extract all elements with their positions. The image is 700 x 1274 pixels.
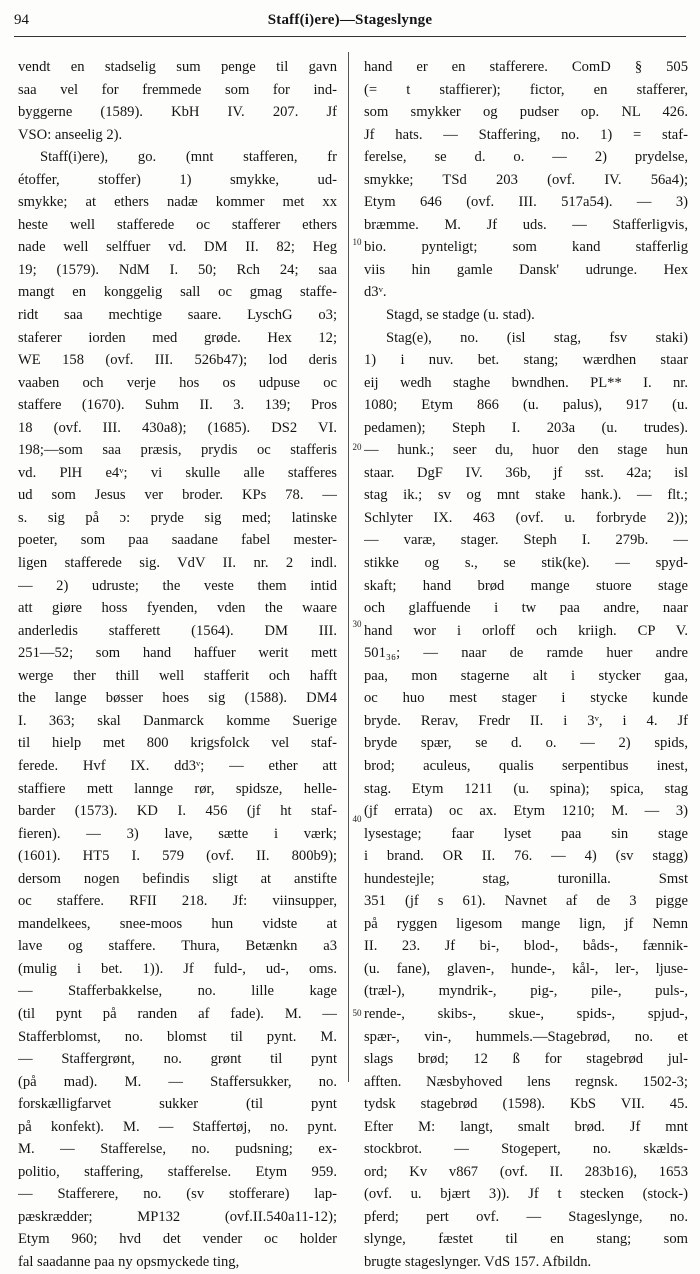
page-header xyxy=(14,6,686,34)
text-line: forskælligfarvet sukker (til pynt xyxy=(18,1096,337,1113)
text-line: til hielp met 800 krigsfolck vel staf- xyxy=(18,735,337,752)
text-line: (mulig i bet. 1)). Jf fuld-, ud-, oms. xyxy=(18,960,337,977)
text-line: (træl-), myndrik-, pig-, pile-, puls-, xyxy=(364,983,688,1000)
text-line: pedamen); Steph I. 203a (u. trudes). xyxy=(364,419,688,436)
text-line: M. — Stafferelse, no. pudsning; ex- xyxy=(18,1141,337,1158)
text-line: nade well selffuer vd. DM II. 82; Heg xyxy=(18,239,337,256)
text-line: — hunk.; seer du, huor den stage hun xyxy=(364,442,688,459)
text-line: vd. PlH e4ᵛ; vi skulle alle stafferes xyxy=(18,464,337,481)
text-line: saa vel for fremmede som for ind- xyxy=(18,81,337,98)
text-line: fal saadanne paa ny opsmyckede ting, xyxy=(18,1253,240,1270)
text-line: hand wor i orloff och kriigh. CP V. xyxy=(364,622,688,639)
text-line: spær-, vin-, hummels.—Stagebrød, no. et xyxy=(364,1028,688,1045)
text-line: vendt en stadselig sum penge til gavn xyxy=(18,59,337,75)
text-line: werge ther thill well stafferit och hafft xyxy=(18,667,337,684)
text-line: brugte stageslynger. VdS 157. Afbildn. xyxy=(364,1253,592,1270)
text-line: stag. Etym 1211 (u. spina); spica, stag xyxy=(364,780,688,797)
text-line: politio, staffering, stafferelse. Etym 959. xyxy=(18,1163,337,1180)
text-line: the lange bøsser hoes sig (1588). DM4 xyxy=(18,690,337,707)
text-line: stikke og s., se stik(ke). — spyd- xyxy=(364,555,688,572)
text-line: hand er en stafferere. ComD § 505 xyxy=(364,59,688,75)
text-line: — Stafferere, no. (sv stofferare) lap- xyxy=(18,1186,337,1203)
text-line: 18 (ovf. III. 430a8); (1685). DS2 VI. xyxy=(18,419,337,436)
text-line: som smykker og pudser op. NL 426. xyxy=(364,104,688,121)
column-divider xyxy=(348,52,349,1082)
text-line: s. sig på ɔ: pryde sig med; latinske xyxy=(18,509,337,526)
text-line: bræmme. M. Jf uds. — Stafferligvis, xyxy=(364,216,688,233)
text-line: — 2) udruste; the veste them intid xyxy=(18,577,337,594)
text-line: d3ᵛ. xyxy=(364,284,387,301)
text-line: 251—52; som hand haffuer werit mett xyxy=(18,645,337,662)
text-line: viis hin gamle Dansk' udrunge. Hex xyxy=(364,261,688,278)
text-line: smykke; at ethers nadæ kommer met xx xyxy=(18,194,337,211)
text-line: skaft; hand brød mange stuore stage xyxy=(364,577,688,594)
line-number: 50 xyxy=(352,1008,362,1018)
text-line: Efter M: langt, smalt brød. Jf mnt xyxy=(364,1118,688,1135)
text-line: pæskrædder; MP132 (ovf.II.540a11-12); xyxy=(18,1208,337,1225)
text-line: Stafferblomst, no. blomst til pynt. M. xyxy=(18,1028,337,1045)
text-line: II. 23. Jf bi-, blod-, båds-, fænnik- xyxy=(364,938,688,955)
text-line: i brand. OR II. 76. — 4) (sv stagg) xyxy=(364,848,688,865)
text-line: bryde. Rerav, Fredr II. i 3ᵛ, i 4. Jf xyxy=(364,712,688,729)
text-line: mangt en konggelig sall oc gmag staffe- xyxy=(18,284,337,301)
page-number: 94 xyxy=(14,12,29,28)
text-line: (= t staffierer); fictor, en stafferer, xyxy=(364,81,688,98)
text-line: på ryggen ligesom mange lign, jf Nemn xyxy=(364,915,688,932)
text-line: staferer iorden med grøde. Hex 12; xyxy=(18,329,337,346)
text-line: — Stafferbakkelse, no. lille kage xyxy=(18,983,337,1000)
text-line: pferd; pert ovf. — Stageslynge, no. xyxy=(364,1208,688,1225)
text-line: slynge, fæstet til en stang; som xyxy=(364,1231,688,1248)
text-line: 198;—som saa præsis, prydis oc stafferis xyxy=(18,442,337,459)
text-line: ferede. Hvf IX. dd3ᵛ; — ether att xyxy=(18,757,337,774)
text-line: staffere (1670). Suhm II. 3. 139; Pros xyxy=(18,397,337,414)
text-line: (på mad). M. — Staffersukker, no. xyxy=(18,1073,337,1090)
line-number: 20 xyxy=(352,442,362,452)
text-line: (ovf. u. bjært 3)). Jf t stecken (stock-) xyxy=(364,1186,688,1203)
text-line: dersom nogen befindis sligt at anstifte xyxy=(18,870,337,887)
left-column xyxy=(18,56,337,1274)
text-line: 1) i nuv. bet. stang; wærdhen staar xyxy=(364,352,688,369)
text-line: bio. pynteligt; som kand stafferlig xyxy=(364,239,688,256)
text-line: hundestejle; stag, turonilla. Smst xyxy=(364,870,688,887)
text-line: ridt saa mechtige saare. LyschG o3; xyxy=(18,307,337,324)
text-line: (u. fane), glaven-, hunde-, kål-, ler-, ljuse- xyxy=(364,960,688,977)
text-line: tydsk stagebrød (1598). KbS VII. 45. xyxy=(364,1096,688,1113)
text-line: stockbrot. — Stogepert, no. skælds- xyxy=(364,1141,688,1158)
text-line: ligen stafferede sig. VdV II. nr. 2 indl. xyxy=(18,555,337,572)
text-line: — varæ, stager. Steph I. 279b. — xyxy=(364,532,688,549)
text-line: lave og staffere. Thura, Betænkn a3 xyxy=(18,938,337,955)
text-line: 19; (1579). NdM I. 50; Rch 24; saa xyxy=(18,261,337,278)
text-line: oc staffere. RFII 218. Jf: viinsupper, xyxy=(18,893,337,910)
text-line: heste well stafferede oc stafferer ethers xyxy=(18,216,337,233)
text-line: på konfekt). M. — Staffertøj, no. pynt. xyxy=(18,1118,337,1135)
text-line: rende-, skibs-, skue-, spids-, spjud-, xyxy=(364,1005,688,1022)
text-line: lysestage; faar lyset paa sin stage xyxy=(364,825,688,842)
text-line: Schlyter IX. 463 (ovf. u. forbryde 2)); xyxy=(364,509,688,526)
header-rule xyxy=(14,36,686,37)
text-line: poeter, som paa saadane fabel mester- xyxy=(18,532,337,549)
text-line: étoffer, stoffer) 1) smykke, ud- xyxy=(18,171,337,188)
text-line: I. 363; skal Danmarck komme Suerige xyxy=(18,712,337,729)
text-line: 1080; Etym 866 (u. palus), 917 (u. xyxy=(364,397,688,414)
text-line: Etym 646 (ovf. III. 517a54). — 3) xyxy=(364,194,688,211)
text-line: staar. DgF IV. 36b, jf sst. 42a; isl xyxy=(364,464,688,481)
text-line: Etym 960; hvd det vender oc holder xyxy=(18,1231,337,1248)
text-line: (1601). HT5 I. 579 (ovf. II. 800b9); xyxy=(18,848,337,865)
text-line: Stagd, se stadge (u. stad). xyxy=(386,307,535,324)
line-number: 30 xyxy=(352,619,362,629)
text-line: att giøre hoss fyenden, vden the waare xyxy=(18,600,337,617)
text-line: (til pynt på randen af fade). M. — xyxy=(18,1005,337,1022)
text-line: slags brød; 12 ß for stagebrød jul- xyxy=(364,1051,688,1068)
text-line: paa, mon stagerne alt i stycker gaa, xyxy=(364,667,688,684)
text-line: oc huo mest stager i stycke kunde xyxy=(364,690,688,707)
text-line: (jf errata) oc ax. Etym 1210; M. — 3) xyxy=(364,803,688,820)
text-line: vaaben och verje hos os udpuse oc xyxy=(18,374,337,391)
text-line: ud som Jesus ver broder. KPs 78. — xyxy=(18,487,337,504)
text-line: staffiere mett lannge rør, spidsze, helle- xyxy=(18,780,337,797)
text-line: och glaffuende i tw paa andre, naar xyxy=(364,600,688,617)
text-line: bryde spær, se d. o. — 2) spids, xyxy=(364,735,688,752)
line-number: 10 xyxy=(352,237,362,247)
text-line: byggerne (1589). KbH IV. 207. Jf xyxy=(18,104,337,121)
text-line: Stag(e), no. (isl stag, fsv staki) xyxy=(386,329,688,346)
text-line: anderledis stafferett (1564). DM III. xyxy=(18,622,337,639)
text-line: fieren). — 3) lave, sætte i værk; xyxy=(18,825,337,842)
text-line: Jf hats. — Staffering, no. 1) = staf- xyxy=(364,126,688,143)
text-line: eij wedh staghe bwndhen. PL** I. nr. xyxy=(364,374,688,391)
text-line: ferelse, se d. o. — 2) prydelse, xyxy=(364,149,688,166)
text-line: mandelkees, snee-moos hun vidste at xyxy=(18,915,337,932)
right-column xyxy=(364,56,688,1274)
text-line: VSO: anseelig 2). xyxy=(18,126,123,143)
text-line: WE 158 (ovf. III. 526b47); lod deris xyxy=(18,352,337,369)
text-line: brod; aculeus, qualis serpentibus inest, xyxy=(364,757,688,774)
text-line: Staff(i)ere), go. (mnt stafferen, fr xyxy=(40,149,337,166)
text-line: 351 (jf s 61). Navnet af de 3 pigge xyxy=(364,893,688,910)
text-line: smykke; TSd 203 (ovf. IV. 56a4); xyxy=(364,171,688,188)
text-line: 501₃₆; — naar de ramde huer andre xyxy=(364,645,688,662)
text-line: afften. Næsbyhoved lens regnsk. 1502-3; xyxy=(364,1073,688,1090)
running-head: Staff(i)ere)—Stageslynge xyxy=(267,12,433,28)
text-line: — Staffergrønt, no. grønt til pynt xyxy=(18,1051,337,1068)
text-line: stag ik.; sv og mnt stake hank.). — flt.; xyxy=(364,487,688,504)
line-number: 40 xyxy=(352,814,362,824)
text-line: barder (1573). KD I. 456 (jf ht staf- xyxy=(18,803,337,820)
text-line: ord; Kv v867 (ovf. II. 283b16), 1653 xyxy=(364,1163,688,1180)
